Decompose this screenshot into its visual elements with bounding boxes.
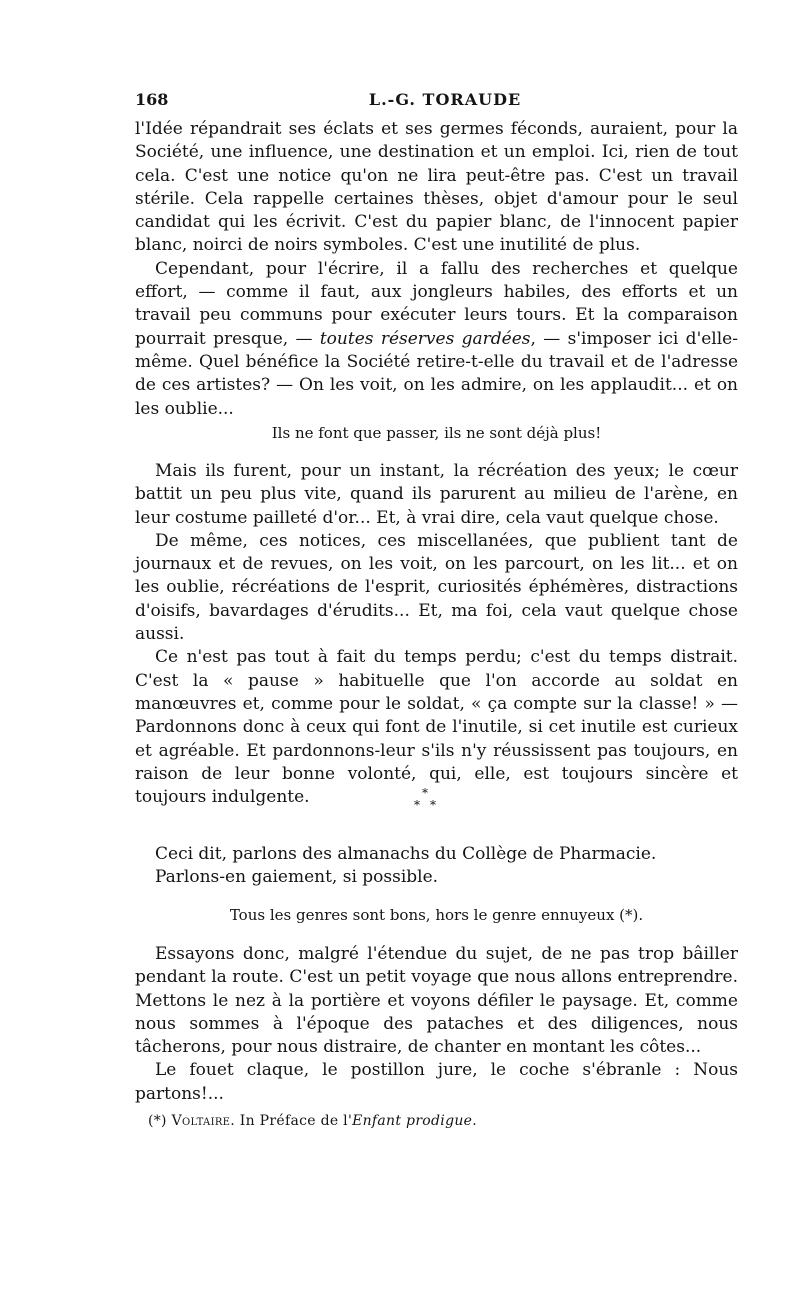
italic-phrase: toutes réserves gardées <box>319 328 531 349</box>
paragraph-continuation: l'Idée répandrait ses éclats et ses germes féconds, auraient, pour la Société, une influence, une destination et un emploi. Ici, rien de tout cela. C'est une notice qu'on ne lira peut-être pas. C'est un travail stérile. Cela rappelle certaines thèses, objet d'amour pour le seul candidat qui les écrivit. C'est du papier blanc, de l'innocent papier blanc, noirci de noirs symboles. C'est une inutilité de plus. <box>135 119 738 256</box>
line-gaiement: Parlons-en gaiement, si possible. <box>155 867 439 888</box>
asterism-star-right: * <box>430 798 436 812</box>
page-number: 168 <box>135 90 169 109</box>
paragraph-depart: Le fouet claque, le postillon jure, le coche s'ébranle : Nous partons!... <box>135 1060 738 1104</box>
paragraph-jongleurs <box>135 258 738 421</box>
paragraph-voyage: Essayons donc, malgré l'étendue du sujet, de ne pas trop bâiller pendant la route. C'est un petit voyage que nous allons entreprendre. Mettons le nez à la portière et voyons défiler le paysage. Et, comme nous sommes à l'époque des pataches et des diligences, nous tâcherons, pour nous distraire, de chanter en montant les côtes... <box>135 944 738 1058</box>
opening-section <box>135 118 738 421</box>
footnote-marker: (*) <box>148 1113 167 1129</box>
running-title: L.-G. TORAUDE <box>368 90 522 109</box>
footnote <box>148 1113 477 1129</box>
paragraph-jongleurs-text-b: , — s'imposer ici d'elle-même. Quel bénéfice la Société retire-t-elle du travail et de l'adresse de ces artistes? — On les voit, on les admire, on les applaudit... et on les oublie... <box>135 328 738 419</box>
footnote-author: Voltaire. <box>171 1113 236 1129</box>
footnote-text: In Préface de l' <box>235 1113 353 1129</box>
footnote-end: . <box>472 1113 478 1129</box>
asterism <box>410 787 470 827</box>
footnote-work-title: Enfant prodigue <box>352 1113 473 1129</box>
line-almanachs: Ceci dit, parlons des almanachs du Collège de Pharmacie. <box>155 844 657 864</box>
verse-quote-1: Ils ne font que passer, ils ne sont déjà plus! <box>271 424 602 442</box>
asterism-star-top: * <box>422 786 428 800</box>
middle-section <box>135 460 738 812</box>
paragraph-miscellanees: De même, ces notices, ces miscellanées, que publient tant de journaux et de revues, on les voit, on les parcourt, on les lit... et on les oublie, récréations de l'esprit, curiosités éphémères, distractions d'oisifs, bavardages d'érudits... Et, ma foi, cela vaut quelque chose aussi. <box>135 530 738 645</box>
almanach-section <box>135 843 738 890</box>
paragraph-pause: Ce n'est pas tout à fait du temps perdu; c'est du temps distrait. C'est la « pause » habituelle que l'on accorde au soldat en manœuvres et, comme pour le soldat, « ça compte sur la classe! » — Pardonnons donc à ceux qui font de l'inutile, si cet inutile est curieux et agréable. Et pardonnons-leur s'ils n'y réussissent pas toujours, en raison de leur bonne volonté, qui, elle, est toujours sincère et toujours indulgente. <box>135 647 738 808</box>
asterism-star-left: * <box>414 798 420 812</box>
paragraph-jongleurs-text-a: Cependant, pour l'écrire, il a fallu des recherches et quelque effort, — comme il faut, aux jongleurs habiles, des efforts et un travail peu communs pour exécuter leurs tours. Et la comparaison pourrait presque, — <box>135 258 738 349</box>
closing-section <box>135 943 738 1106</box>
running-head <box>135 90 735 112</box>
paragraph-arena: Mais ils furent, pour un instant, la récréation des yeux; le cœur battit un peu plus vite, quand ils parurent au milieu de l'arène, en leur costume pailleté d'or... Et, à vrai dire, cela vaut quelque chose. <box>135 461 738 528</box>
verse-quote-2: Tous les genres sont bons, hors le genre ennuyeux (*). <box>229 906 644 924</box>
